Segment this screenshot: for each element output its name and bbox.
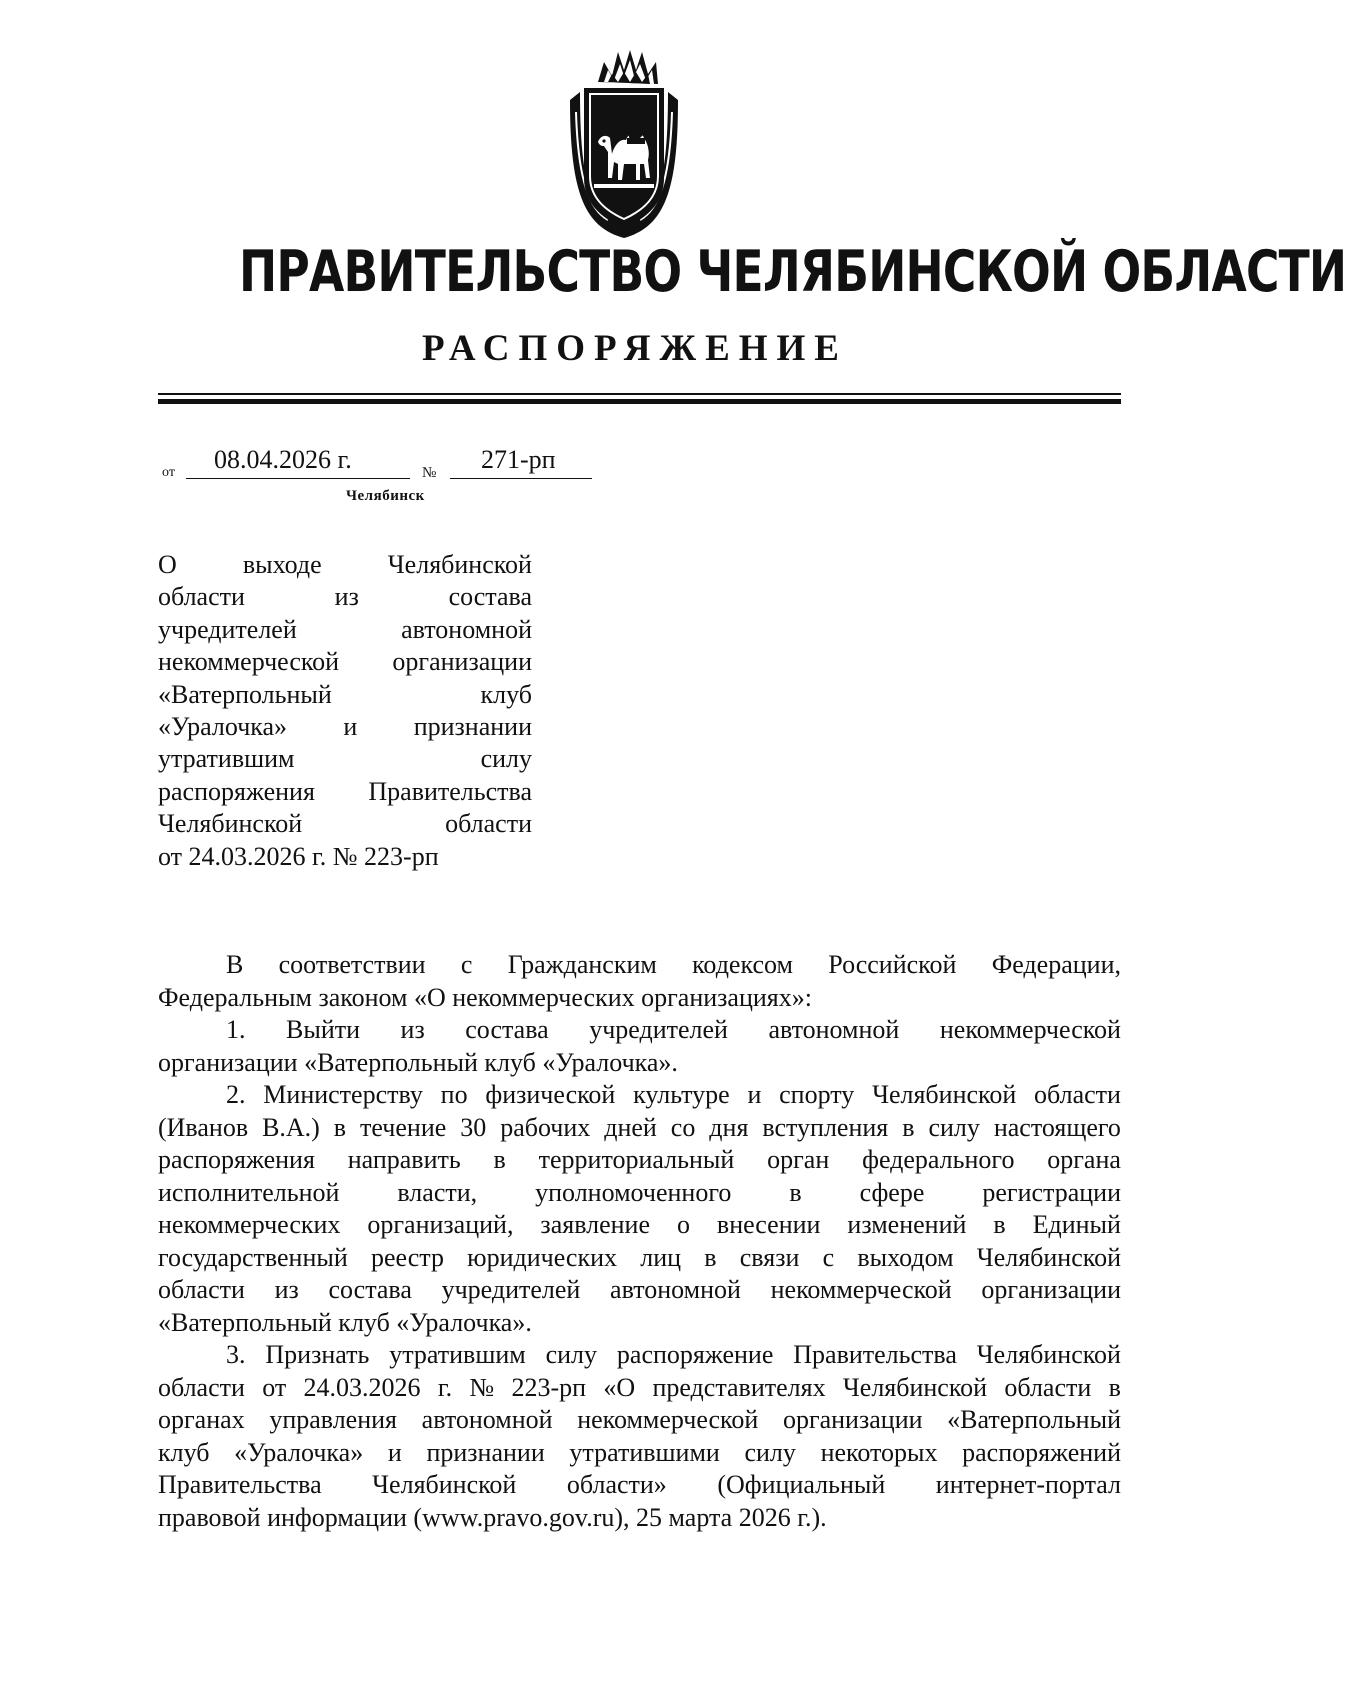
body-word: о (676, 1210, 690, 1239)
body-word: (Официальный (717, 1470, 886, 1499)
body-word: области (158, 1275, 245, 1304)
subject-word: некоммерческой (158, 647, 340, 677)
coat-of-arms-icon (564, 42, 684, 242)
body-word: Выйти (286, 1015, 361, 1044)
body-word: распоряжения (158, 1145, 315, 1174)
body-word: федерального (862, 1145, 1015, 1174)
subject-word: области (445, 809, 532, 839)
subject-line (158, 743, 532, 775)
body-word: в (333, 1112, 347, 1142)
subject-line (158, 614, 532, 646)
body-word: организации «Ватерпольный клуб «Уралочка». (158, 1047, 678, 1077)
body-word: силу (545, 1340, 598, 1369)
body-word: автономной (421, 1405, 553, 1434)
body-line (158, 1437, 1121, 1470)
body-word: «Уралочка» (234, 1437, 364, 1467)
body-word: спорту (779, 1080, 855, 1109)
body-word: учредителей (589, 1015, 728, 1044)
subject-word: организации (392, 647, 532, 677)
body-word: некоммерческих (158, 1210, 341, 1239)
body-word: власти, (397, 1177, 478, 1207)
document-date: 08.04.2026 г. (214, 445, 352, 474)
body-word: из (400, 1015, 425, 1044)
body-word: соответствии (278, 950, 426, 979)
body-line (158, 1047, 1121, 1080)
subject-word: распоряжения (158, 776, 315, 806)
body-word: и (387, 1437, 402, 1467)
body-word: исполнительной (158, 1177, 340, 1207)
body-line (158, 1209, 1121, 1242)
subject-word: из (334, 582, 359, 612)
body-word: в (902, 1112, 915, 1142)
body-line (158, 1502, 1121, 1535)
body-word: культуре (633, 1080, 730, 1109)
number-label: № (422, 465, 437, 481)
subject-word: Челябинской (387, 550, 532, 579)
body-word: некоммерческой (939, 1015, 1121, 1044)
body-word: г. (437, 1372, 453, 1402)
body-word: признании (426, 1437, 545, 1467)
body-line (158, 949, 1121, 982)
subject-word: Правительства (368, 776, 532, 806)
body-word: Единый (1032, 1210, 1121, 1239)
document-type-title: РАСПОРЯЖЕНИЕ (421, 328, 848, 369)
body-line (158, 1014, 1121, 1047)
subject-line (158, 776, 532, 808)
body-word: Министерству (263, 1080, 423, 1109)
body-word: в (493, 1145, 506, 1174)
body-word: «Ватерпольный клуб «Уралочка». (158, 1307, 532, 1337)
body-word: учредителей (441, 1275, 581, 1304)
subject-word: области (158, 582, 245, 612)
body-word: рабочих (500, 1112, 591, 1142)
subject-word: автономной (401, 614, 532, 644)
subject-word: учредителей (158, 614, 297, 644)
body-word: В.А.) (262, 1112, 320, 1142)
document-body (158, 949, 1121, 1534)
body-line (158, 1144, 1121, 1177)
body-word: Правительства (793, 1340, 957, 1369)
subject-word: признании (413, 711, 532, 741)
body-word: настоящего (993, 1112, 1121, 1142)
body-line (158, 1177, 1121, 1210)
body-word: в (704, 1242, 717, 1272)
city-name: Челябинск (346, 488, 425, 504)
body-word: реестр (371, 1242, 444, 1272)
body-word: области» (566, 1470, 667, 1499)
body-line (158, 1242, 1121, 1275)
body-word: течение (360, 1112, 447, 1142)
body-word: организации (782, 1405, 923, 1434)
body-word: по (440, 1080, 468, 1109)
body-line (158, 1404, 1121, 1437)
body-word: выходом (857, 1242, 954, 1272)
body-word: (Иванов (158, 1112, 249, 1142)
body-word: автономной (610, 1275, 741, 1304)
government-title: ПРАВИТЕЛЬСТВО ЧЕЛЯБИНСКОЙ ОБЛАСТИ (239, 239, 1346, 305)
number-underline (450, 478, 592, 479)
body-word: В (226, 950, 244, 979)
body-word: Челябинской (372, 1470, 517, 1499)
body-word: Челябинской (976, 1340, 1121, 1369)
subject-word: «Уралочка» (158, 711, 288, 741)
body-word: в (993, 1210, 1006, 1239)
subject-word: О (158, 550, 177, 579)
body-word: Гражданским (507, 950, 657, 979)
body-word: автономной (768, 1015, 900, 1044)
subject-word: выходе (242, 550, 322, 579)
body-word: некоторых (820, 1437, 938, 1467)
subject-word: силу (480, 744, 532, 774)
body-word: Признать (265, 1340, 370, 1369)
body-word: уполномоченного (535, 1177, 732, 1207)
body-line (158, 982, 1121, 1015)
body-word: утратившим (389, 1340, 526, 1369)
subject-line (158, 679, 532, 711)
subject-line (158, 808, 532, 840)
document-subject (158, 549, 532, 873)
header-divider-thick (158, 399, 1121, 404)
body-word: области (158, 1372, 245, 1402)
body-word: распоряжений (962, 1437, 1121, 1467)
body-line (158, 1079, 1121, 1112)
body-word: представителях (652, 1372, 826, 1402)
body-line (158, 1469, 1121, 1502)
subject-line (158, 549, 532, 581)
body-word: 3. (226, 1340, 246, 1369)
body-word: в (789, 1177, 802, 1207)
body-word: физической (485, 1080, 616, 1109)
subject-word: утратившим (158, 744, 295, 774)
subject-line (158, 581, 532, 613)
body-word: из (274, 1275, 299, 1304)
body-word: области (1034, 1080, 1121, 1109)
body-word: территориальный (538, 1145, 735, 1174)
body-word: силу (744, 1437, 796, 1467)
body-line (158, 1112, 1121, 1145)
body-word: и (747, 1080, 762, 1109)
body-word: Федерации, (991, 950, 1121, 979)
body-word: «О (603, 1372, 636, 1402)
body-word: Российской (828, 950, 957, 979)
body-word: государственный (158, 1242, 348, 1272)
body-word: состава (328, 1275, 412, 1304)
body-word: 2. (226, 1080, 246, 1109)
body-word: заявление (540, 1210, 651, 1239)
subject-word: «Ватерпольный (158, 679, 332, 709)
body-word: внесении (716, 1210, 821, 1239)
body-word: со (670, 1112, 696, 1142)
body-word: «Ватерпольный (947, 1405, 1121, 1434)
subject-word: и (343, 711, 358, 741)
subject-word: клуб (480, 679, 532, 709)
body-word: № (469, 1372, 495, 1402)
body-word: направить (347, 1145, 461, 1174)
body-word: клуб (158, 1437, 210, 1467)
body-word: Правительства (158, 1470, 322, 1499)
body-word: 223-рп (511, 1372, 587, 1402)
body-word: с (822, 1242, 835, 1272)
body-word: 30 (460, 1112, 487, 1142)
body-word: сфере (859, 1177, 925, 1207)
body-line (158, 1339, 1121, 1372)
body-word: 24.03.2026 (303, 1372, 421, 1402)
body-word: правовой информации (www.pravo.gov.ru), 25 марта 2026 г.). (158, 1502, 827, 1532)
body-word: утратившими (569, 1437, 720, 1467)
body-word: организации (981, 1275, 1121, 1304)
body-word: регистрации (982, 1177, 1121, 1207)
body-line (158, 1372, 1121, 1405)
header-divider-thin (158, 393, 1121, 395)
subject-line (158, 711, 532, 743)
body-word: некоммерческой (577, 1405, 759, 1434)
body-word: в (1108, 1372, 1121, 1402)
body-word: силу (928, 1112, 980, 1142)
body-word: с (460, 950, 473, 979)
date-underline (186, 478, 410, 479)
body-word: управления (269, 1405, 398, 1434)
body-word: от (262, 1372, 287, 1402)
body-word: лиц (640, 1242, 682, 1272)
body-word: 1. (226, 1015, 246, 1044)
body-word: некоммерческой (770, 1275, 952, 1304)
subject-word: состава (448, 582, 532, 612)
body-line (158, 1307, 1121, 1340)
body-word: Челябинской (976, 1242, 1121, 1272)
body-word: состава (465, 1015, 549, 1044)
subject-word: Челябинской (158, 809, 303, 839)
body-word: орган (767, 1145, 830, 1174)
from-label: от (162, 465, 175, 480)
body-word: организаций, (367, 1210, 514, 1239)
body-word: юридических (467, 1242, 618, 1272)
body-word: органа (1047, 1145, 1121, 1174)
body-word: интернет-портал (935, 1470, 1121, 1499)
body-word: Челябинской (842, 1372, 988, 1402)
body-word: изменений (847, 1210, 967, 1239)
body-word: кодексом (692, 950, 793, 979)
body-line (158, 1274, 1121, 1307)
document-number: 271-рп (481, 445, 556, 474)
subject-line (158, 841, 532, 873)
body-word: органах (158, 1405, 245, 1434)
body-word: Федеральным законом «О некоммерческих организациях»: (158, 982, 812, 1012)
body-word: дня (709, 1112, 749, 1142)
body-word: вступления (762, 1112, 889, 1142)
body-word: Челябинской (872, 1080, 1017, 1109)
body-word: дней (604, 1112, 657, 1142)
body-word: связи (739, 1242, 800, 1272)
body-word: области (1004, 1372, 1092, 1402)
subject-line (158, 646, 532, 678)
body-word: распоряжение (616, 1340, 774, 1369)
subject-word: от 24.03.2026 г. № 223-рп (158, 841, 439, 871)
